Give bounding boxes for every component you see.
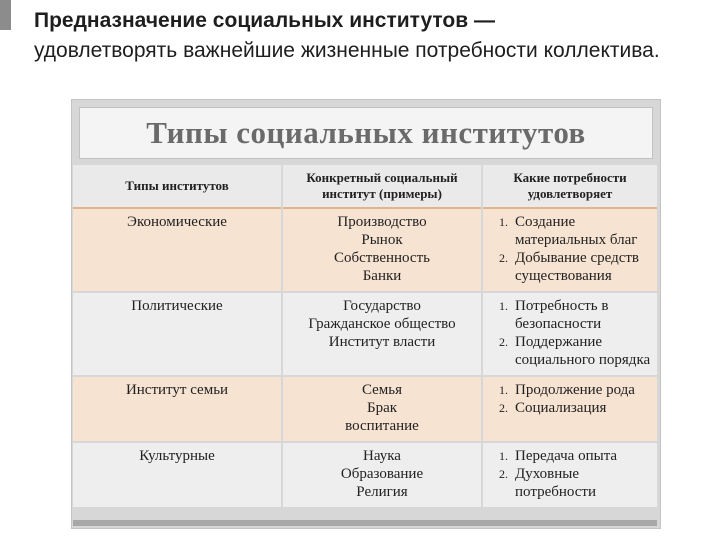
example-item: Государство xyxy=(343,298,421,314)
table-image-panel xyxy=(71,99,661,529)
institution-needs xyxy=(482,376,657,442)
institution-examples xyxy=(282,442,482,507)
institution-type: Политические xyxy=(73,292,282,376)
institution-needs xyxy=(482,208,657,292)
example-item: воспитание xyxy=(345,418,419,434)
institution-type: Институт семьи xyxy=(73,376,282,442)
example-item: Гражданское общество xyxy=(308,316,456,332)
table-bottom-edge xyxy=(73,520,657,526)
header-needs: Какие потребности удовлетворяет xyxy=(482,165,657,208)
need-item: 2. Духовные потребности xyxy=(511,465,651,501)
needs-list xyxy=(487,381,651,417)
institution-examples xyxy=(282,208,482,292)
need-item: 1. Продолжение рода xyxy=(511,381,651,399)
needs-list xyxy=(487,213,651,285)
table-title: Типы социальных институтов xyxy=(79,107,653,159)
example-item: Семья xyxy=(361,382,403,398)
intro-bold-text: Предназначение социальных институтов — xyxy=(34,9,495,32)
needs-list xyxy=(487,447,651,501)
example-item: Собственность xyxy=(334,250,430,266)
need-item: 1. Создание материальных благ xyxy=(511,213,651,249)
header-examples: Конкретный социальный институт (примеры) xyxy=(282,165,482,208)
need-item: 2. Добывание средств существования xyxy=(511,249,651,285)
intro-rest-text: удовлетворять важнейшие жизненные потребности коллектива. xyxy=(34,39,660,62)
institution-examples xyxy=(282,376,482,442)
need-item: 2. Социализация xyxy=(511,399,651,417)
example-item: Банки xyxy=(362,268,402,284)
institution-needs xyxy=(482,442,657,507)
table-header-row xyxy=(73,165,657,208)
header-types: Типы институтов xyxy=(73,165,282,208)
institution-examples xyxy=(282,292,482,376)
table-row xyxy=(73,208,657,292)
example-item: Образование xyxy=(340,466,424,482)
institution-type: Культурные xyxy=(73,442,282,507)
table-row xyxy=(73,442,657,507)
example-item: Институт власти xyxy=(328,334,436,350)
example-item: Рынок xyxy=(361,232,403,248)
example-item: Брак xyxy=(366,400,398,416)
slide-accent-bar xyxy=(0,0,11,30)
example-item: Наука xyxy=(363,448,401,464)
intro-paragraph xyxy=(34,6,674,66)
example-item: Религия xyxy=(356,484,408,500)
institution-needs xyxy=(482,292,657,376)
institution-type: Экономические xyxy=(73,208,282,292)
table-row xyxy=(73,292,657,376)
need-item: 1. Потребность в безопасности xyxy=(511,297,651,333)
needs-list xyxy=(487,297,651,369)
institutions-table xyxy=(73,165,657,507)
example-item: Производство xyxy=(337,214,427,230)
table-row xyxy=(73,376,657,442)
need-item: 1. Передача опыта xyxy=(511,447,651,465)
need-item: 2. Поддержание социального порядка xyxy=(511,333,651,369)
